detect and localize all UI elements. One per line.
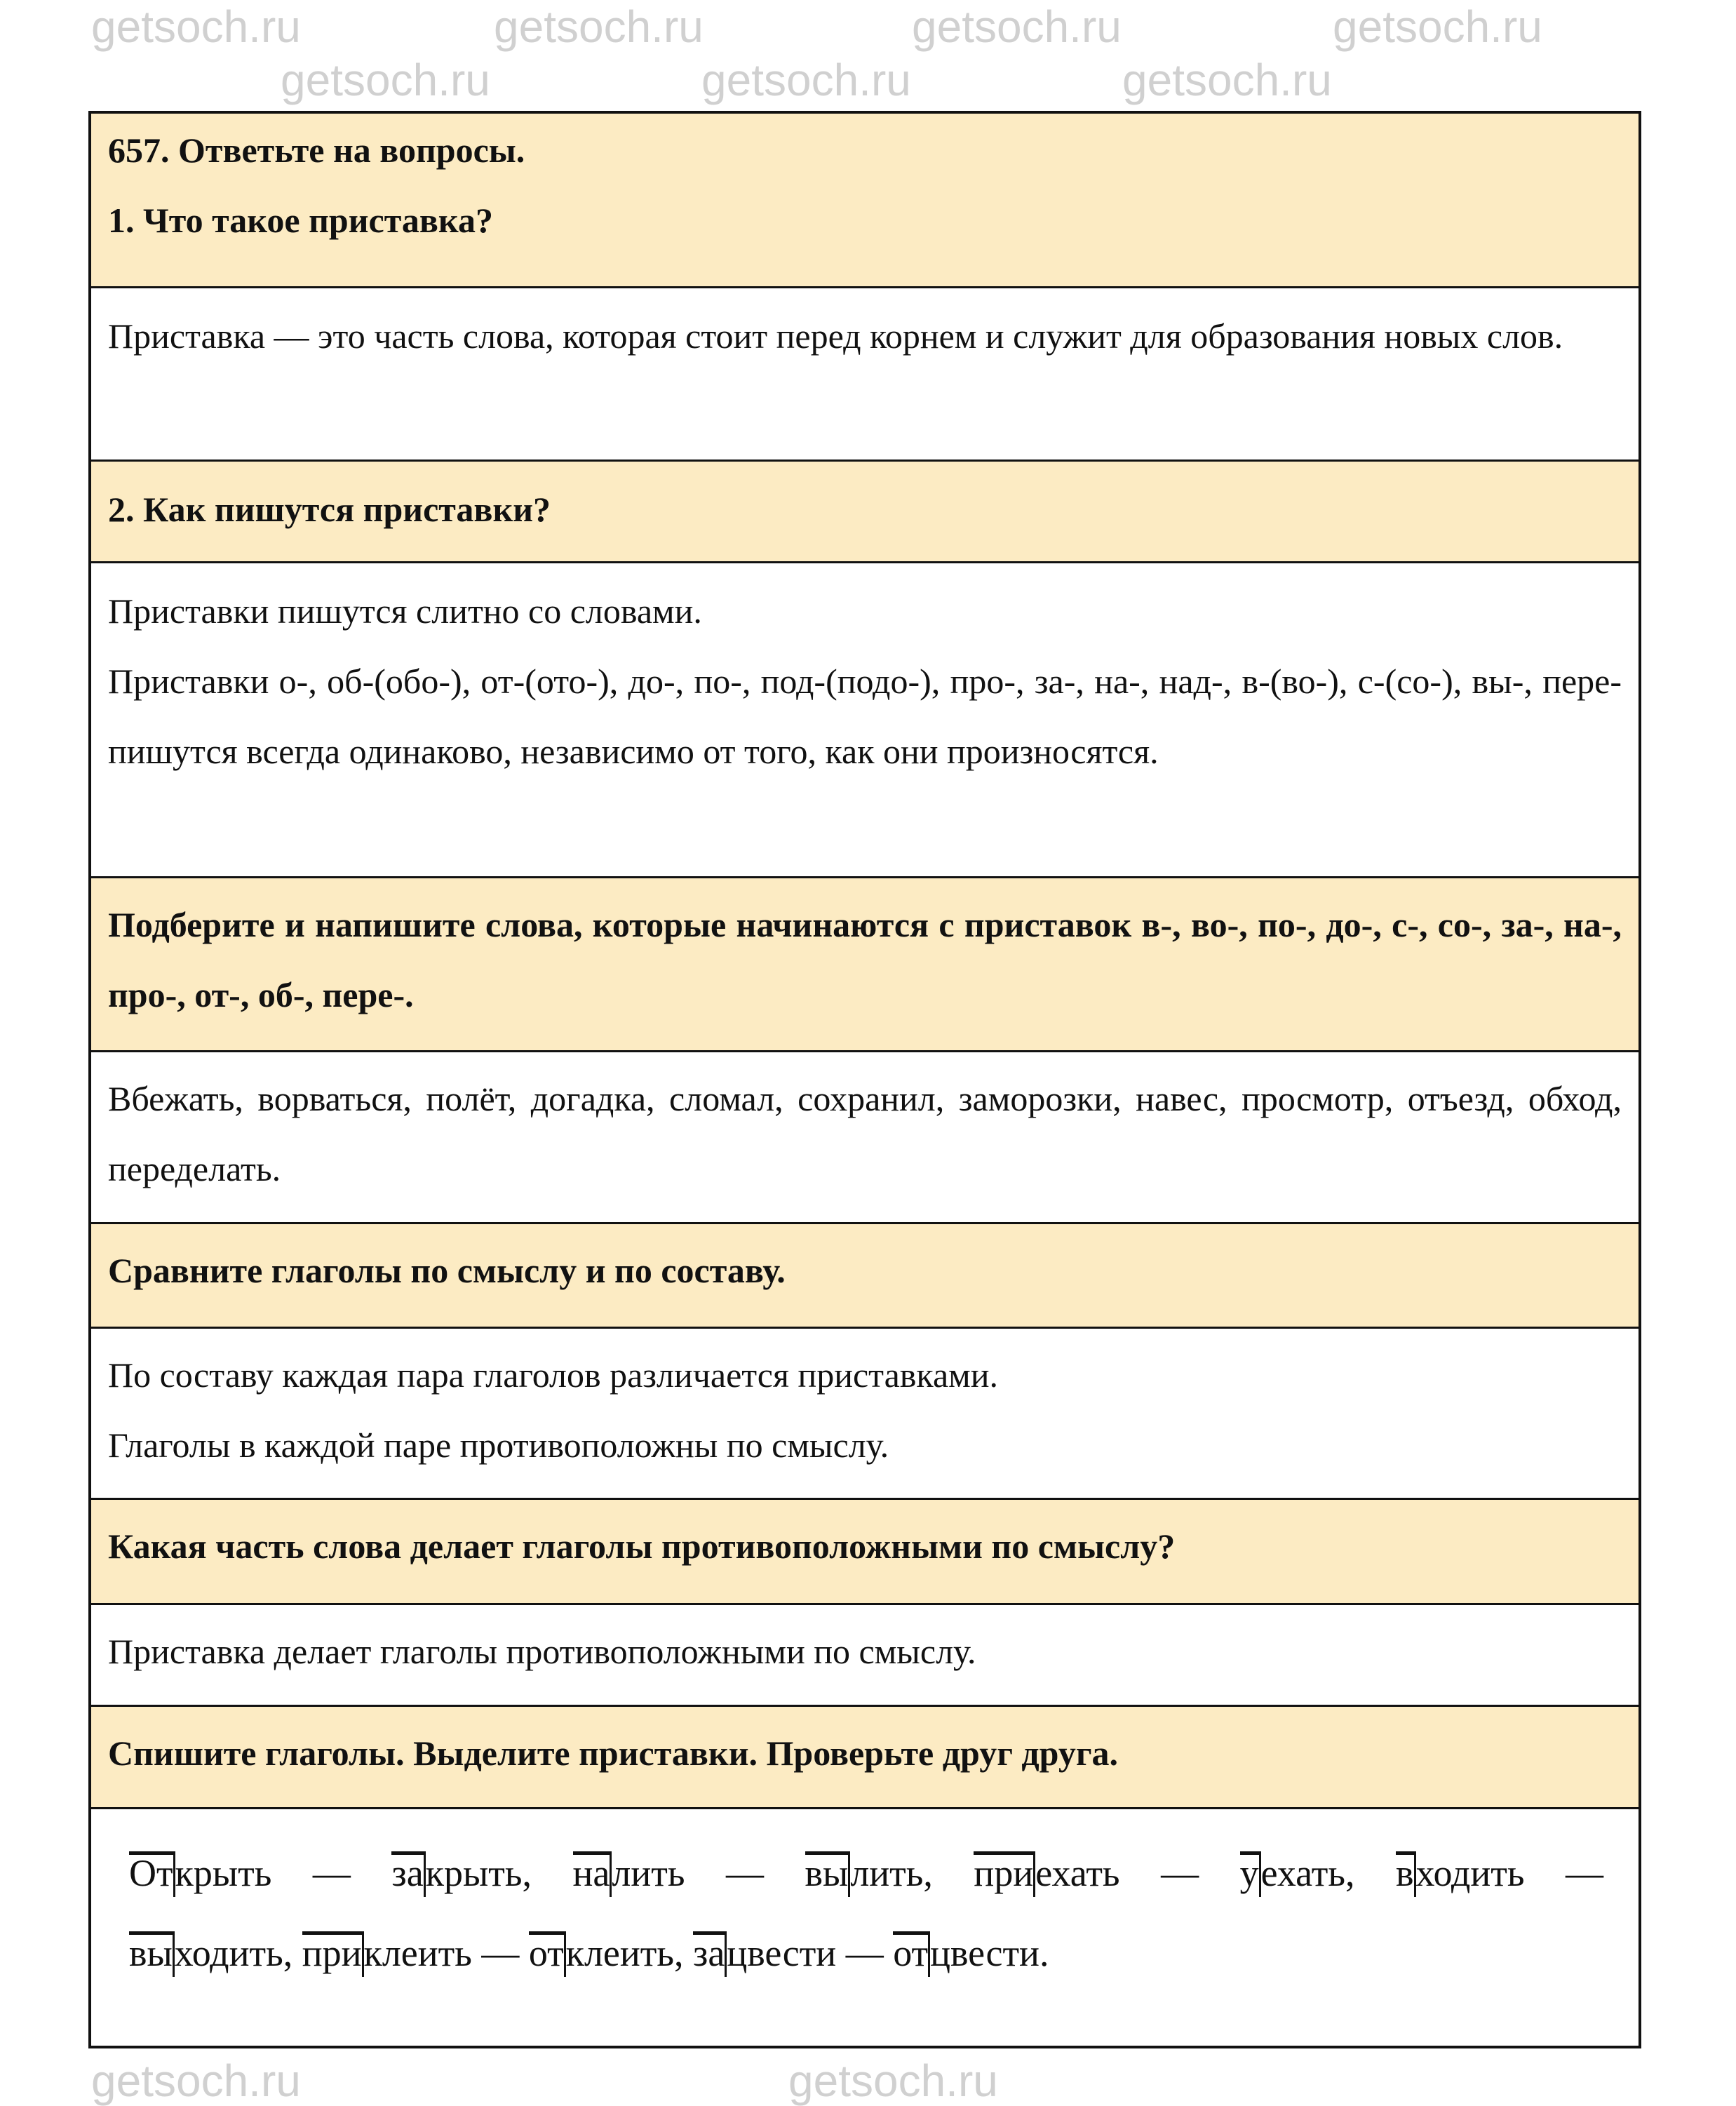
dash — [313, 1852, 351, 1894]
question-row-5 — [91, 1498, 1639, 1603]
prefix-mark: за — [693, 1931, 727, 1977]
word-rest: лить — [612, 1852, 685, 1894]
watermark: getsoch.ru — [701, 55, 911, 105]
prefix-mark: От — [129, 1851, 175, 1897]
watermark: getsoch.ru — [91, 2055, 301, 2106]
question-6: Спишите глаголы. Выделите приставки. Проверьте друг друга. — [108, 1733, 1119, 1773]
verb-word — [893, 1932, 1049, 1974]
answer-1: Приставка — это часть слова, которая стоит перед корнем и служит для образования новых слов. — [108, 316, 1563, 356]
prefix-mark: на — [573, 1851, 612, 1897]
dash — [846, 1932, 884, 1974]
dash — [481, 1932, 519, 1974]
prefix-mark: за — [391, 1851, 425, 1897]
prefix-mark: у — [1240, 1851, 1261, 1897]
question-4: Сравните глаголы по смыслу и по составу. — [108, 1251, 786, 1290]
word-rest: ходить, — [174, 1932, 293, 1974]
verb-pairs-line-1 — [129, 1833, 1603, 1913]
word-rest: — — [726, 1852, 764, 1894]
watermark: getsoch.ru — [494, 1, 704, 52]
word-rest: цвести — [727, 1932, 837, 1974]
answer-row-1 — [91, 286, 1639, 460]
word-rest: ходить — [1415, 1852, 1525, 1894]
word-rest: крыть — [175, 1852, 272, 1894]
verb-word — [1240, 1852, 1355, 1894]
watermark: getsoch.ru — [912, 1, 1122, 52]
verb-word — [974, 1852, 1119, 1894]
verb-word — [529, 1932, 684, 1974]
dash — [1566, 1852, 1603, 1894]
prefix-mark: вы — [129, 1931, 175, 1977]
watermark: getsoch.ru — [1122, 55, 1332, 105]
verb-word — [1396, 1852, 1525, 1894]
verb-pairs-line-2 — [129, 1913, 1603, 1993]
watermark: getsoch.ru — [91, 1, 301, 52]
exercise-table — [88, 111, 1641, 2048]
word-rest: — — [1566, 1852, 1604, 1894]
exercise-title: 657. Ответьте на вопросы. — [108, 130, 525, 170]
watermark: getsoch.ru — [788, 2055, 998, 2106]
question-5: Какая часть слова делает глаголы противоположными по смыслу? — [108, 1527, 1176, 1566]
dash — [1161, 1852, 1199, 1894]
answer-3: Вбежать, ворваться, полёт, догадка, сломал, сохранил, заморозки, навес, просмотр, отъезд, обход, переделать. — [108, 1079, 1622, 1188]
prefix-mark: в — [1396, 1851, 1416, 1897]
question-row-4 — [91, 1222, 1639, 1327]
question-1: 1. Что такое приставка? — [108, 201, 493, 240]
word-rest: — — [845, 1932, 884, 1974]
answer-4-line-1: По составу каждая пара глаголов различается приставками. — [108, 1355, 999, 1395]
prefix-mark: при — [302, 1931, 364, 1977]
answer-row-3 — [91, 1050, 1639, 1222]
dash — [726, 1852, 764, 1894]
answer-row-6 — [91, 1807, 1639, 2046]
answer-2-line-1: Приставки пишутся слитно со словами. — [108, 591, 702, 631]
prefix-mark: при — [974, 1851, 1035, 1897]
word-rest: — — [1161, 1852, 1199, 1894]
verb-word — [302, 1932, 472, 1974]
answer-row-4 — [91, 1327, 1639, 1498]
word-rest: клеить — [363, 1932, 472, 1974]
answer-row-2 — [91, 561, 1639, 876]
question-row-2 — [91, 460, 1639, 561]
verb-word — [693, 1932, 836, 1974]
word-rest: ехать, — [1260, 1852, 1355, 1894]
verb-word — [573, 1852, 685, 1894]
word-rest: крыть, — [425, 1852, 532, 1894]
prefix-mark: от — [529, 1931, 566, 1977]
verb-word — [805, 1852, 933, 1894]
word-rest: лить, — [850, 1852, 933, 1894]
question-row-6 — [91, 1705, 1639, 1807]
word-rest: клеить, — [565, 1932, 684, 1974]
prefix-mark: от — [893, 1931, 930, 1977]
word-rest: — — [481, 1932, 520, 1974]
prefix-mark: вы — [805, 1851, 851, 1897]
verb-word — [129, 1932, 292, 1974]
word-rest: — — [312, 1852, 351, 1894]
answer-5: Приставка делает глаголы противоположными по смыслу. — [108, 1632, 976, 1671]
question-row-1 — [91, 114, 1639, 286]
word-rest: цвести. — [930, 1932, 1049, 1974]
answer-row-5 — [91, 1603, 1639, 1705]
word-rest: ехать — [1035, 1852, 1120, 1894]
answer-2-line-2: Приставки о-, об-(обо-), от-(ото-), до-, по-, под-(подо-), про-, за-, на-, над-, в-(во-), с-(со-), вы-, пере- пишутся всегда одинаково, независимо от того, как они произносятся. — [108, 662, 1622, 771]
verb-word — [129, 1852, 271, 1894]
verb-word — [391, 1852, 532, 1894]
question-row-3 — [91, 876, 1639, 1050]
answer-4-line-2: Глаголы в каждой паре противоположны по смыслу. — [108, 1426, 889, 1465]
watermark: getsoch.ru — [281, 55, 490, 105]
watermark: getsoch.ru — [1333, 1, 1542, 52]
question-3: Подберите и напишите слова, которые начинаются с приставок в-, во-, по-, до-, с-, со-, за-, на-, про-, от-, об-, пере-. — [108, 905, 1622, 1014]
question-2: 2. Как пишутся приставки? — [108, 490, 551, 529]
